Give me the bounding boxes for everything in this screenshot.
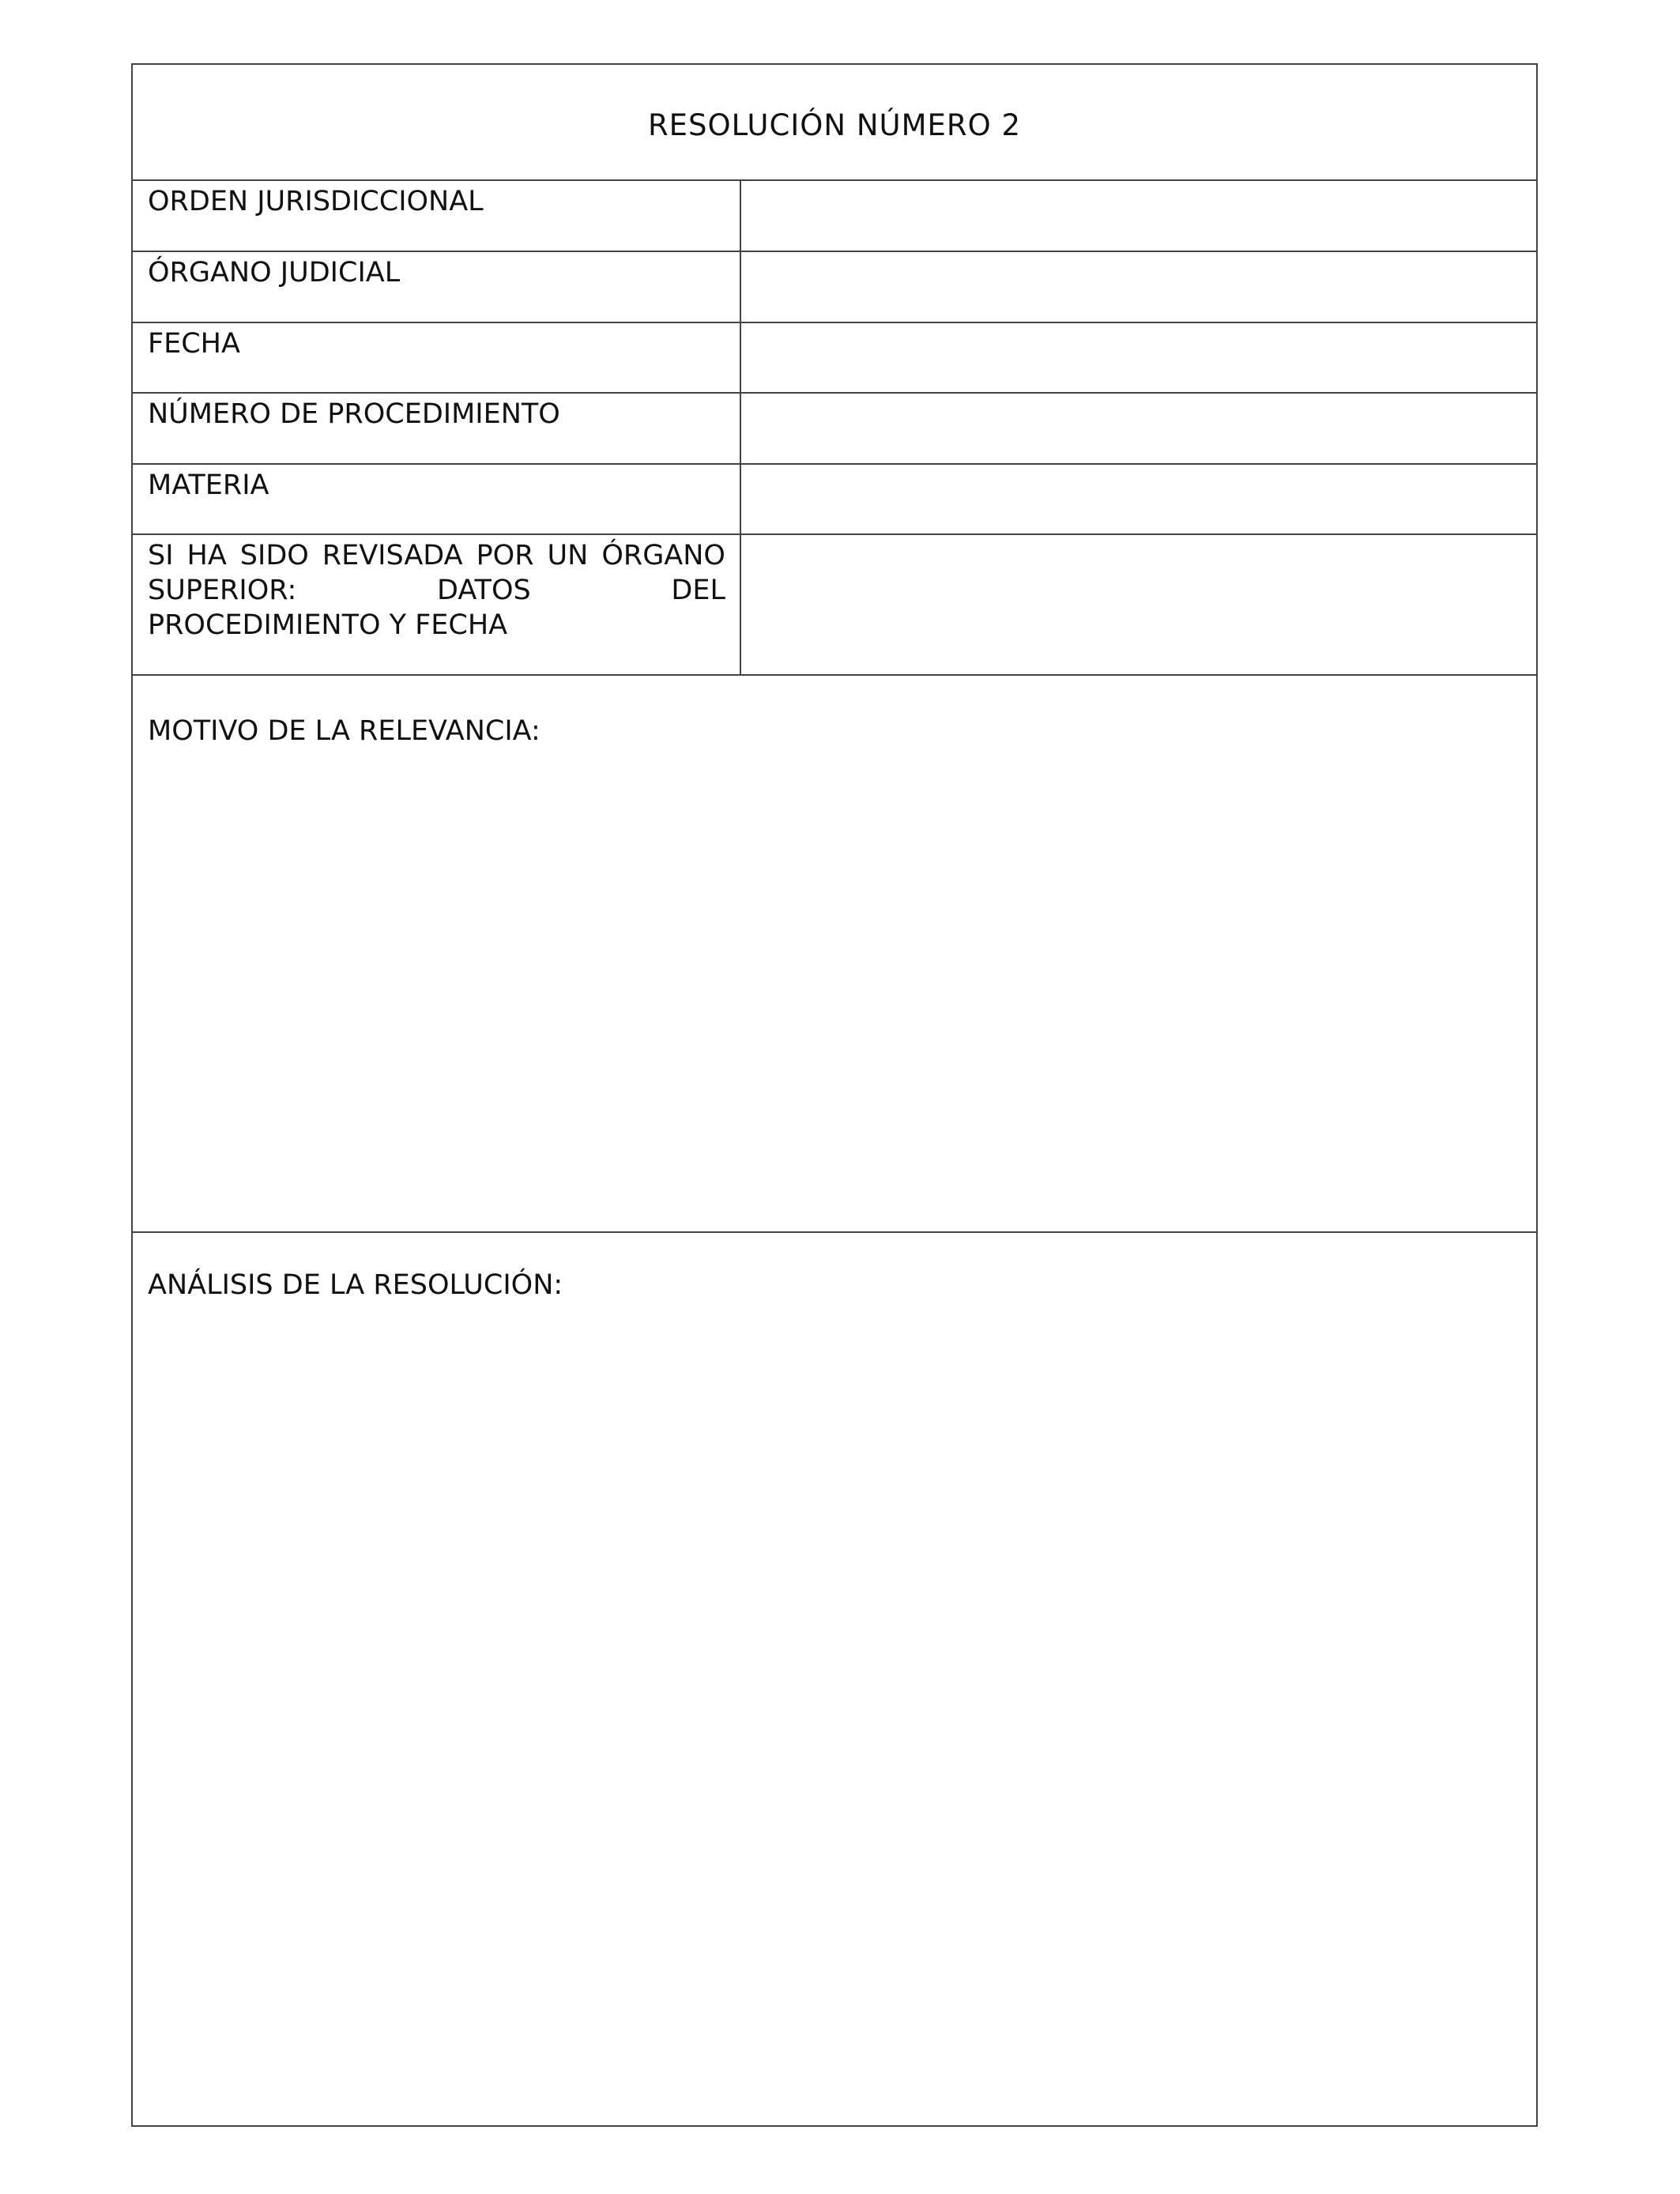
field-label-revision <box>133 535 741 674</box>
revision-label-line-3: PROCEDIMIENTO Y FECHA <box>148 609 508 641</box>
resolution-form <box>131 63 1538 2127</box>
field-label-numero: NÚMERO DE PROCEDIMIENTO <box>133 394 741 463</box>
field-label-organo: ÓRGANO JUDICIAL <box>133 252 741 322</box>
field-row-fecha <box>133 323 1536 394</box>
field-row-organo <box>133 252 1536 323</box>
field-row-materia <box>133 465 1536 535</box>
field-value-numero[interactable] <box>741 394 1536 463</box>
page-title: RESOLUCIÓN NÚMERO 2 <box>647 108 1022 142</box>
analysis-label: ANÁLISIS DE LA RESOLUCIÓN: <box>148 1269 563 1301</box>
field-value-fecha[interactable] <box>741 323 1536 392</box>
title-row <box>133 65 1536 181</box>
relevance-section <box>133 676 1536 1233</box>
field-row-orden <box>133 181 1536 252</box>
field-label-fecha: FECHA <box>133 323 741 392</box>
revision-label-line-2: SUPERIOR: DATOS DEL <box>148 575 725 606</box>
field-value-materia[interactable] <box>741 465 1536 533</box>
field-label-materia: MATERIA <box>133 465 741 533</box>
field-row-numero <box>133 394 1536 465</box>
field-value-orden[interactable] <box>741 181 1536 251</box>
analysis-section <box>133 1233 1536 2125</box>
field-value-organo[interactable] <box>741 252 1536 322</box>
field-label-orden: ORDEN JURISDICCIONAL <box>133 181 741 251</box>
field-value-revision[interactable] <box>741 535 1536 674</box>
relevance-label: MOTIVO DE LA RELEVANCIA: <box>148 715 541 747</box>
field-row-revision <box>133 535 1536 676</box>
revision-label-line-1: SI HA SIDO REVISADA POR UN ÓRGANO <box>148 540 725 571</box>
